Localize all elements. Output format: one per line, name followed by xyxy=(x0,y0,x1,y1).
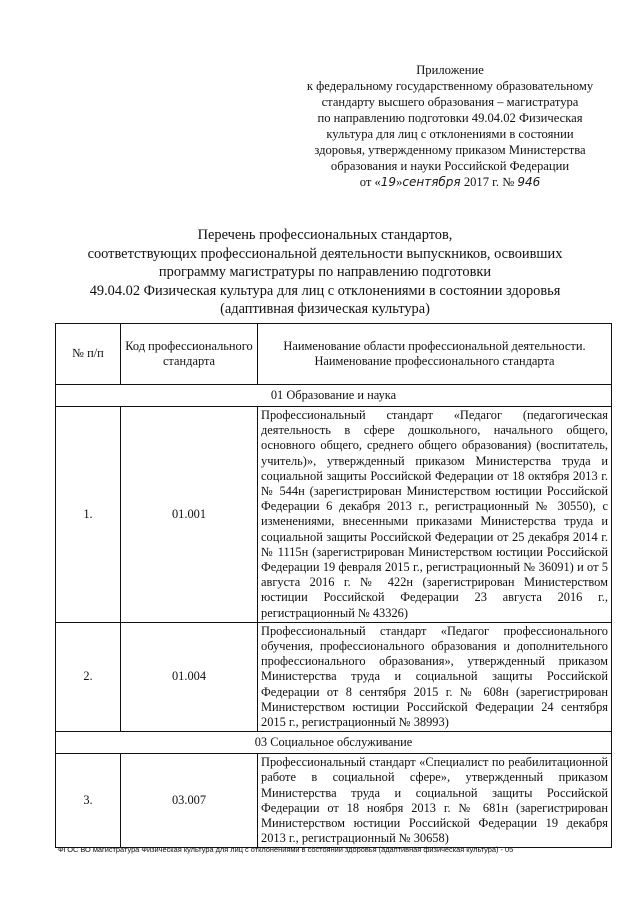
page-footer: ФГОС ВО магистратура Физическая культура для лиц с отклонениями в состоянии здоровья (адаптивная физическая культура) - 05 xyxy=(58,845,514,854)
header-num: № п/п xyxy=(56,324,121,385)
title-line: 49.04.02 Физическая культура для лиц с отклонениями в состоянии здоровья xyxy=(89,282,561,299)
table-row xyxy=(56,622,612,731)
appendix-line: Приложение xyxy=(416,63,484,77)
appendix-line: культура для лиц с отклонениями в состоянии xyxy=(326,127,574,141)
title-line: Перечень профессиональных стандартов, xyxy=(197,227,453,243)
standards-table xyxy=(55,323,612,848)
title-line: (адаптивная физическая культура) xyxy=(220,301,430,317)
row-code: 01.001 xyxy=(121,407,258,623)
table-row xyxy=(56,407,612,623)
table-row xyxy=(56,754,612,848)
row-name: Профессиональный стандарт «Педагог (педагогическая деятельность в сфере дошкольного, начального общего, основного общего, среднего общего образования) (воспитатель, учитель)», утвержденный приказом Министерства труда и социальной защиты Российской Федерации от 18 октября 2013 г. № 544н (зарегистрирован Министерством юстиции Российской Федерации 6 декабря 2013 г., регистрационный № 30550), с изменениями, внесенными приказами Министерства труда и социальной защиты Российской Федерации от 25 декабря 2014 г. № 1115н (зарегистрирован Министерством юстиции Российской Федерации 19 февраля 2015 г., регистрационный № 36091) и от 5 августа 2016 г. № 422н (зарегистрирован Министерством юстиции Российской Федерации 23 августа 2016 г., регистрационный № 43326) xyxy=(258,407,612,623)
section-row xyxy=(56,732,612,754)
appendix-line: образования и науки Российской Федерации xyxy=(330,159,570,173)
row-code: 01.004 xyxy=(121,622,258,731)
table-header-row xyxy=(56,324,612,385)
section-title: 03 Социальное обслуживание xyxy=(56,732,612,754)
date-year: 2017 г. № xyxy=(463,175,515,189)
date-day-handwritten: 19 xyxy=(380,175,397,189)
row-num: 3. xyxy=(56,754,121,848)
appendix-block xyxy=(300,62,600,190)
date-mid: » xyxy=(396,175,403,189)
header-name-line2: Наименование профессионального стандарта xyxy=(314,354,555,368)
row-name: Профессиональный стандарт «Педагог профессионального обучения, профессионального образования и дополнительного профессионального образования», утвержденный приказом Министерства труда и социальной защиты Российской Федерации от 8 сентября 2015 г. № 608н (зарегистрирован Министерством юстиции Российской Федерации 24 сентября 2015 г., регистрационный № 38993) xyxy=(258,622,612,731)
appendix-line: к федеральному государственному образовательному xyxy=(306,79,594,93)
order-date-line xyxy=(300,174,600,190)
header-code: Код профессионального стандарта xyxy=(121,324,258,385)
date-prefix: от « xyxy=(359,175,381,189)
title-line: программу магистратуры по направлению подготовки xyxy=(158,264,492,280)
row-code: 03.007 xyxy=(121,754,258,848)
appendix-line: здоровья, утвержденному приказом Министерства xyxy=(314,143,586,157)
order-number-handwritten: 946 xyxy=(517,175,541,189)
document-title xyxy=(40,226,610,319)
row-name: Профессиональный стандарт «Специалист по реабилитационной работе в социальной сфере», утвержденный приказом Министерства труда и социальной защиты Российской Федерации от 18 ноября 2013 г. № 681н (зарегистрирован Министерством юстиции Российской Федерации 19 декабря 2013 г., регистрационный № 30658) xyxy=(258,754,612,848)
section-title: 01 Образование и наука xyxy=(56,385,612,407)
date-month-handwritten: сентября xyxy=(402,175,461,189)
section-row xyxy=(56,385,612,407)
header-name xyxy=(258,324,612,385)
row-num: 1. xyxy=(56,407,121,623)
appendix-line: по направлению подготовки 49.04.02 Физическая xyxy=(317,111,583,125)
appendix-line: стандарту высшего образования – магистратура xyxy=(321,95,579,109)
header-name-line1: Наименование области профессиональной деятельности. xyxy=(283,338,586,353)
row-num: 2. xyxy=(56,622,121,731)
title-line: соответствующих профессиональной деятельности выпускников, освоивших xyxy=(87,245,563,262)
